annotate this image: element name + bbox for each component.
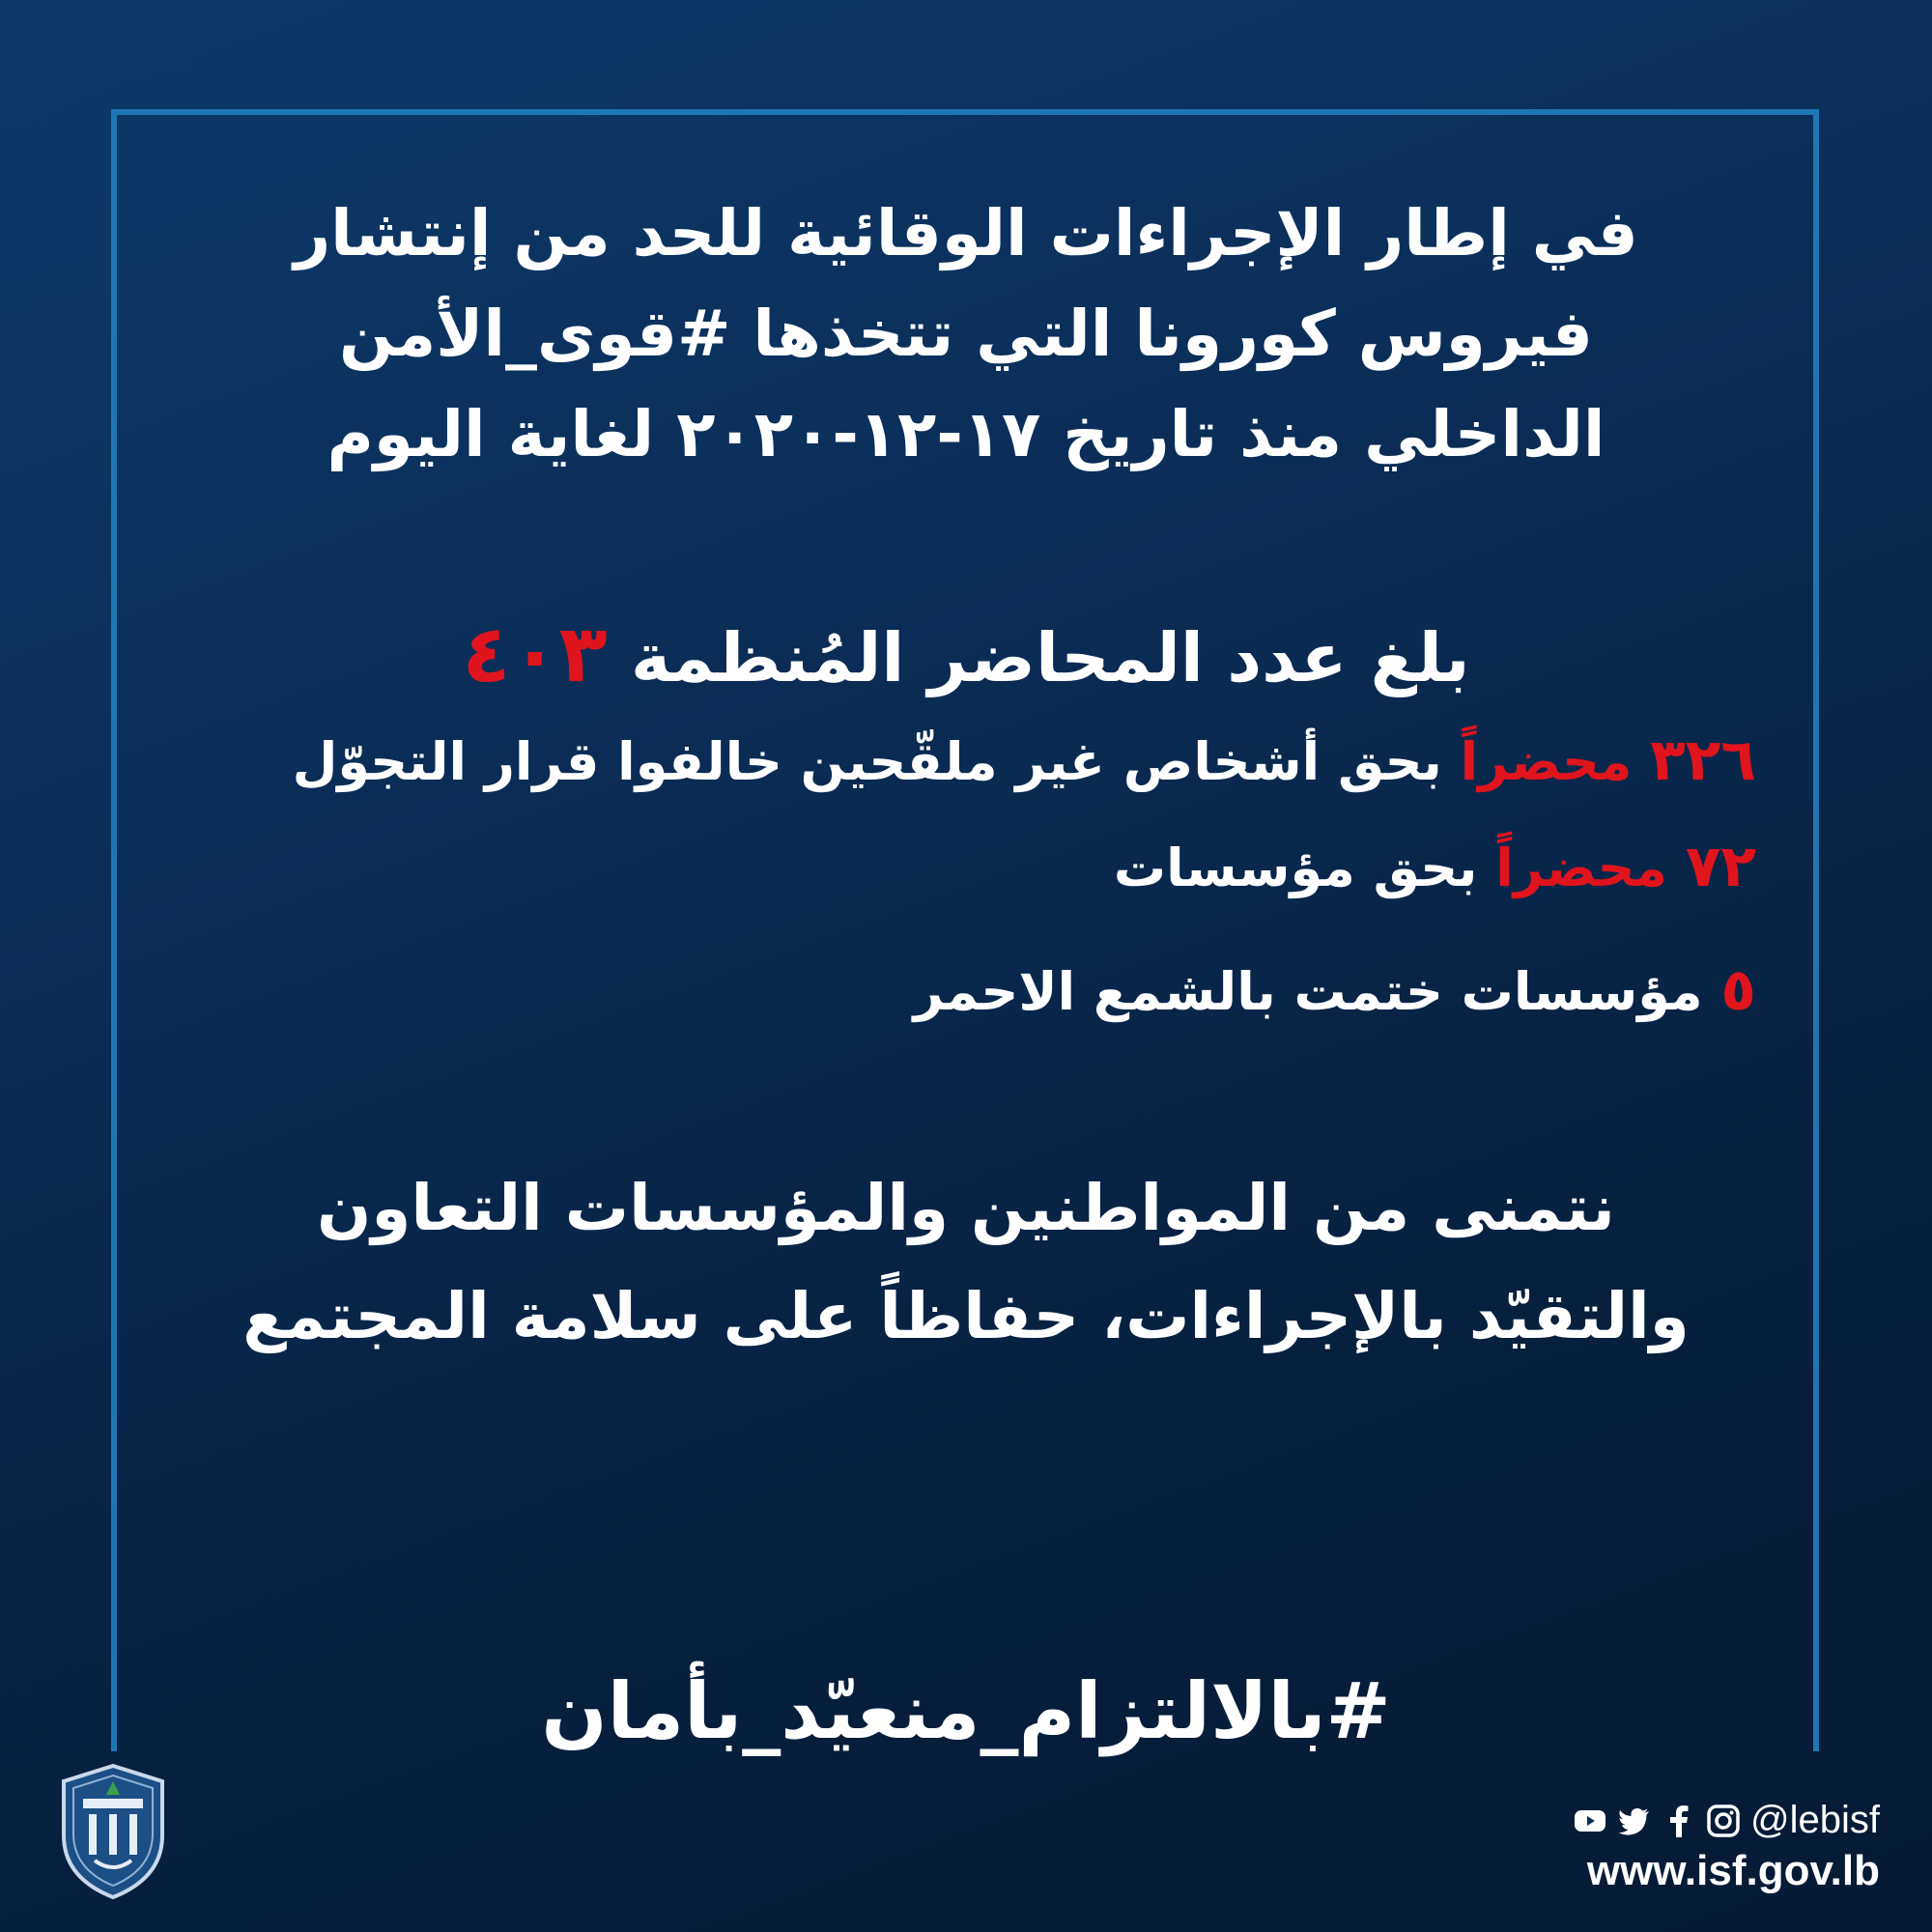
stat-unit: محضراً [1460,731,1633,792]
website-link[interactable]: www.isf.gov.lb [1586,1847,1880,1894]
intro-line-2: فيروس كورونا التي تتخذها #قوى_الأمن [338,297,1594,371]
instagram-icon[interactable] [1706,1804,1741,1838]
stat-item-sealed [914,956,1756,1024]
stat-item-unvaccinated [293,726,1756,794]
isf-emblem-icon [56,1760,170,1903]
social-bar [1573,1799,1880,1842]
stat-number: ٥ [1720,956,1756,1024]
total-label: بلغ عدد المحاضر المُنظمة [631,618,1470,697]
campaign-hashtag[interactable]: #بالالتزام_منعيّد_بأمان [541,1666,1391,1756]
stat-item-institutions [1114,833,1756,900]
stat-number: ٧٢ [1685,833,1756,900]
social-handle[interactable]: @lebisf [1750,1799,1880,1841]
stat-text: مؤسسات ختمت بالشمع الاحمر [913,961,1703,1022]
stat-text: بحق مؤسسات [1113,838,1478,898]
total-reports [290,609,1642,700]
twitter-icon[interactable] [1617,1804,1652,1838]
intro-text [251,184,1681,485]
closing-line-1: نتمنى من المواطنين والمؤسسات التعاون [317,1171,1615,1245]
stat-unit: محضراً [1495,838,1667,898]
intro-line-1: في إطار الإجراءات الوقائية للحد من إنتشار [294,196,1638,270]
total-value: ٤٠٣ [462,609,608,700]
closing-line-2: والتقيّد بالإجراءات، حفاظاً على سلامة المجتمع [242,1279,1690,1353]
closing-text [174,1154,1758,1371]
stat-number: ٣٢٦ [1650,726,1756,794]
youtube-icon[interactable] [1573,1804,1607,1838]
isf-logo [56,1760,170,1903]
facebook-icon[interactable] [1662,1804,1696,1838]
intro-line-3: الداخلي منذ تاريخ ١٧-١٢-٢٠٢٠ لغاية اليوم [327,397,1605,471]
stat-text: بحق أشخاص غير ملقّحين خالفوا قرار التجوّل [292,731,1442,792]
